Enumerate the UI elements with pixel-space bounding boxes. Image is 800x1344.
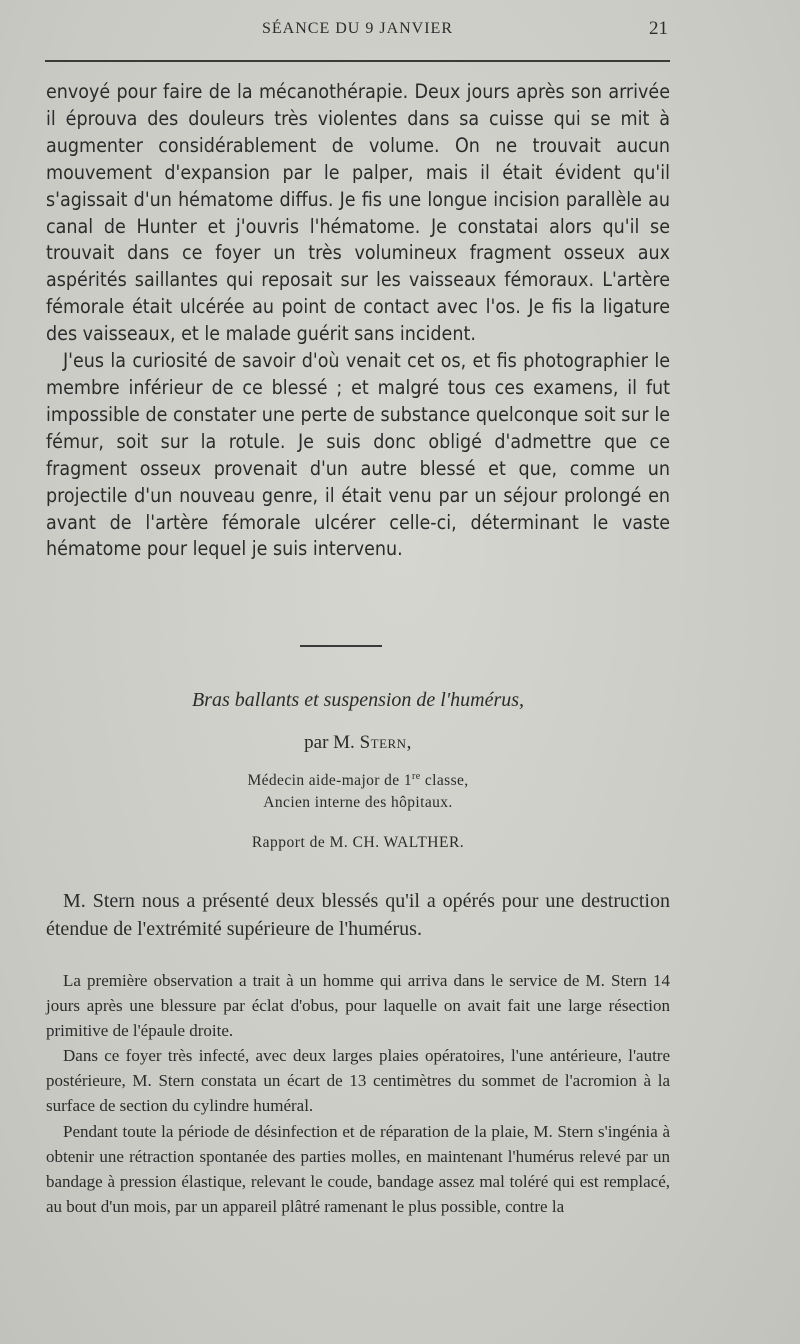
continued-text [46, 79, 670, 563]
paragraph: Pendant toute la période de désinfection et de réparation de la plaie, M. Stern s'ingénia à obtenir une rétraction spontanée des parties molles, en maintenant l'humérus relevé par un bandage à pression élastique, relevant le coude, bandage assez mal toléré qui est remplacé, au bout d'un mois, par un appareil plâtré ramenant le plus possible, contre la [46, 1121, 670, 1216]
author-prefix: par M. [304, 732, 355, 753]
running-head: SÉANCE DU 9 JANVIER [262, 20, 453, 37]
author-credentials [46, 766, 670, 814]
page-number: 21 [649, 18, 668, 39]
author-name: Stern, [359, 732, 412, 753]
page-header [45, 18, 670, 44]
credential-line: Ancien interne des hôpitaux. [263, 794, 453, 812]
article-author [46, 732, 670, 754]
paragraph: La première observation a trait à un homme qui arriva dans le service de M. Stern 14 jours après une blessure par éclat d'obus, pour laquelle on avait fait une large résection primitive de l'épaule droite. [46, 971, 670, 1041]
paragraph: J'eus la curiosité de savoir d'où venait cet os, et fis photographier le membre inférieur de ce blessé ; et malgré tous ces examens, il fut impossible de constater une perte de substance quelconque soit sur le fémur, soit sur la rotule. Je suis donc obligé d'admettre que ce fragment osseux provenait d'un autre blessé et que, comme un projectile d'un nouveau genre, il était venu par un séjour prolongé en avant de l'artère fémorale ulcérer celle-ci, déterminant le vaste hématome pour lequel je suis intervenu. [46, 349, 670, 561]
credential-line: Médecin aide-major de 1re classe, [247, 771, 469, 790]
report-byline: Rapport de M. CH. WALTHER. [251, 834, 465, 851]
header-rule [45, 60, 670, 62]
article-title: Bras ballants et suspension de l'humérus, [191, 689, 525, 711]
section-separator [300, 645, 382, 647]
paragraph: Dans ce foyer très infecté, avec deux larges plaies opératoires, l'une antérieure, l'autre postérieure, M. Stern constata un écart de 13 centimètres du sommet de l'acromion à la surface de section du cylindre huméral. [46, 1046, 670, 1116]
article-body [46, 968, 670, 1219]
paragraph: envoyé pour faire de la mécanothérapie. Deux jours après son arrivée il éprouva des douleurs très violentes dans sa cuisse qui se mit à augmenter considérablement de volume. On ne trouvait aucun mouvement d'expansion par le palper, mais il était évident qu'il s'agissait d'un hématome diffus. Je fis une longue incision parallèle au canal de Hunter et j'ouvris l'hématome. Je constatai alors qu'il se trouvait dans ce foyer un très volumineux fragment osseux aux aspérités saillantes qui reposait sur les vaisseaux fémoraux. L'artère fémorale était ulcérée au point de contact avec l'os. Je fis la ligature des vaisseaux, et le malade guérit sans incident. [46, 80, 670, 346]
article-intro: M. Stern nous a présenté deux blessés qu'il a opérés pour une destruction étendue de l'extrémité supérieure de l'humérus. [46, 890, 670, 940]
